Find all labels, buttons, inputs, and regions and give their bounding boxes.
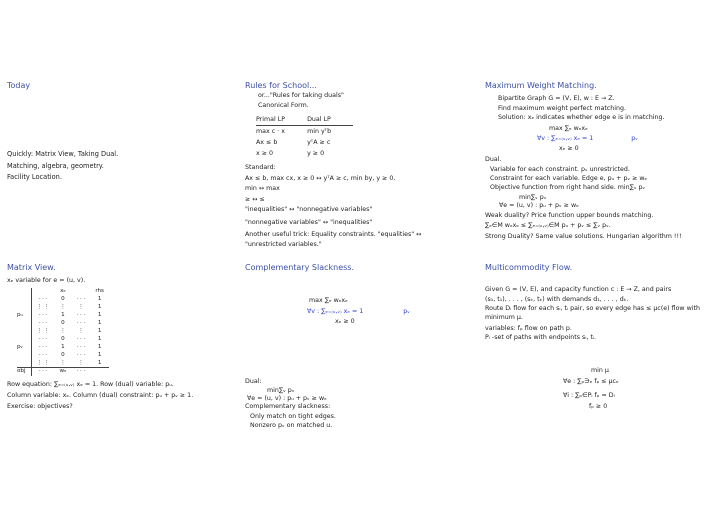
matrix-cell [71,288,90,296]
table-header: Dual LP [307,116,353,126]
matrix-cell: rhs [95,287,104,294]
constraint-matrix [17,288,109,376]
nonneg-constraint: fₚ ≥ 0 [589,402,608,410]
dual-label: Dual: [245,377,262,385]
text-line: ≥ ↔ ≤ [245,195,265,203]
primal-dual-table [256,116,353,160]
text-line: Row equation: ∑ₑ₌₍ᵤ,ᵥ₎ xₑ = 1. Row (dual) variable: pᵤ. [7,380,174,388]
text-line: Facility Location. [7,172,62,181]
matrix-row: pᵤ · · · 1 · · · 1 [17,311,102,318]
slide-complementary-slackness [245,263,473,443]
text-line: Complementary slackness: [245,403,331,411]
dual-label: Dual. [485,156,502,164]
text-line: "unrestricted variables." [245,241,322,249]
objective: max ∑ₑ wₑxₑ [309,297,348,305]
text-line: minimum μ. [485,313,523,321]
dual-constraint: ∀e = (u, v) : pᵤ + pᵥ ≥ wₑ [499,202,579,210]
slide-title: Rules for School... [245,81,317,90]
table-cell: max c · x [256,127,285,135]
text-line: Route Dᵢ flow for each sᵢ, tᵢ pair, so every edge has ≤ μc(e) flow with [485,304,700,312]
dual-objective: min∑ᵥ pᵥ [519,194,547,202]
matrix-cell [17,288,31,296]
text-line: variables: fₚ flow on path p. [485,325,572,333]
table-cell: min yᵀb [307,127,332,135]
subtitle: Canonical Form. [258,101,309,109]
text-line: Find maximum weight perfect matching. [498,104,627,112]
demand-constraint: ∀i : ∑ₚ∈Pᵢ fₚ = Dᵢ [563,391,615,399]
matrix-cell: xₑ [60,287,66,294]
dual-variable: pᵥ [631,135,638,143]
slide-matrix-view [7,263,235,443]
table-cell: Ax ≤ b [256,139,278,147]
matrix-row: · · · 0 · · · 1 [17,352,109,360]
text-line: Bipartite Graph G = (V, E), w : E → Z. [498,95,615,103]
text-line: Exercise: objectives? [7,402,73,410]
table-cell: yᵀA ≥ c [307,139,331,147]
text-line: xₑ variable for e = (u, v). [7,277,86,285]
text-line: Only match on tight edges. [250,412,336,420]
dual-constraint: ∀e = (u, v) : pᵤ + pᵥ ≥ wₑ [247,395,327,403]
subtitle: or..."Rules for taking duals" [258,92,344,100]
slide-today [7,81,235,261]
text-line: Column variable: xₑ. Column (dual) constraint: pᵤ + pᵥ ≥ 1. [7,391,194,399]
text-line: Another useful trick: Equality constraints. "equalities" ↔ [245,231,422,239]
text-line: min ↔ max [245,185,280,193]
slide-multicommodity-flow [485,263,713,443]
text-line: Ax ≤ b, max cx, x ≥ 0 ↔ yᵀA ≥ c, min by, y ≥ 0. [245,174,396,182]
slide-max-weight-matching [485,81,713,261]
text-line: (s₁, t₁), . . . , (sₖ, tₖ) with demands d₁, . . . , dₖ. [485,295,629,303]
matrix-row: ⋮ ⋮ ⋮ ⋮ 1 [17,328,109,336]
slide-rules [245,81,473,261]
text-line: Matching, algebra, geometry. [7,161,104,170]
text-line: Quickly: Matrix View, Taking Dual. [7,150,119,159]
primal-lp [537,125,713,154]
text-line: Weak duality? Price function upper bounds matching. [485,212,654,220]
matrix-row: pᵥ · · · 1 · · · 1 [17,343,102,350]
text-line: Pᵢ -set of paths with endpoints sᵢ, tᵢ. [485,334,597,342]
objective: max ∑ₑ wₑxₑ [549,124,588,132]
matrix-row: · · · 0 · · · 1 [17,296,109,304]
matrix-row: ⋮ ⋮ ⋮ ⋮ 1 [17,304,109,312]
slide-title: Matrix View. [7,263,56,272]
table-cell: x ≥ 0 [256,150,274,158]
text-line: ∑ₑ∈M wₑxₑ ≤ ∑ₑ₌₍ᵤ,ᵥ₎∈M pᵤ + pᵥ ≤ ∑ᵥ pᵥ. [485,221,611,229]
text-line: Strong Duality? Same value solutions. Hungarian algorithm !!! [485,232,682,240]
matrix-row: · · · 0 · · · 1 [17,336,109,344]
constraint: ∀v : ∑ₑ₌₍ᵤ,ᵥ₎ xₑ = 1 [307,307,364,315]
nonneg-constraint: xₑ ≥ 0 [559,145,579,153]
text-line: Standard: [245,164,276,172]
slide-title: Maximum Weight Matching. [485,81,597,90]
text-line: Variable for each constraint. pᵥ unrestricted. [490,165,630,173]
objective: min μ [591,367,609,375]
primal-lp [307,297,473,326]
multicommodity-lp [563,367,713,411]
text-line: Given G = (V, E), and capacity function c : E → Z, and pairs [485,286,672,294]
nonneg-constraint: xₑ ≥ 0 [335,317,355,325]
matrix-row: ⋮ ⋮ ⋮ ⋮ 1 [17,360,109,368]
slide-title: Multicommodity Flow. [485,263,573,272]
dual-lp [247,387,473,403]
text-line: Nonzero pᵥ on matched u. [250,421,333,429]
matrix-cell [31,288,54,296]
text-line: Solution: xₑ indicates whether edge e is in matching. [498,113,665,121]
objective-row: obj · · · wₑ · · · [17,368,109,376]
constraint: ∀v : ∑ₑ₌₍ᵤ,ᵥ₎ xₑ = 1 [537,135,594,143]
dual-objective: min∑ᵥ pᵥ [267,387,295,395]
table-header: Primal LP [256,116,307,126]
dual-lp [499,194,713,210]
dual-variable: pᵥ [403,307,410,315]
text-line: Constraint for each variable. Edge e, pᵤ + pᵥ ≥ wₑ [490,174,648,182]
matrix-row: · · · 0 · · · 1 [17,320,109,328]
slide-title: Today [7,81,31,90]
table-cell: y ≥ 0 [307,150,325,158]
text-line: "nonnegative variables" ↔ "inequalities" [245,218,373,226]
edge-constraint: ∀e : ∑ₚ∋ₑ fₚ ≤ μcₑ [563,377,619,385]
slide-title: Complementary Slackness. [245,263,354,272]
text-line: "inequalities" ↔ "nonnegative variables" [245,206,373,214]
text-line: Objective function from right hand side. min∑ᵥ pᵥ [490,183,646,191]
